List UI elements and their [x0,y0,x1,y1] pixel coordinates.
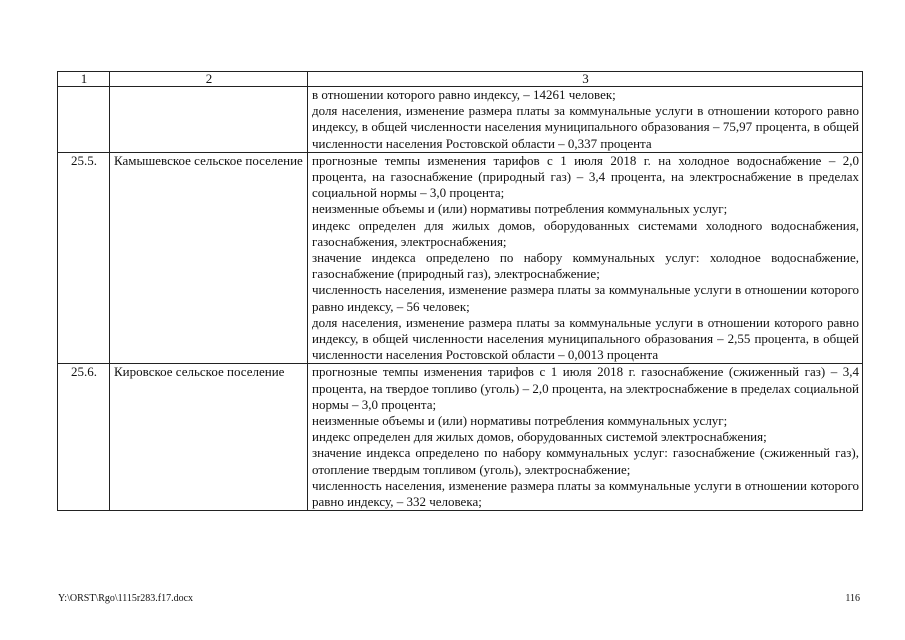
paragraph: прогнозные темпы изменения тарифов с 1 июля 2018 г. газоснабжение (сжиженный газ) – 3,4 процента, на твердое топливо (уголь) – 2,0 процента, на электроснабжение в пределах социальной нормы – 3,0 процента; [312,364,859,412]
paragraph: в отношении которого равно индексу, – 14261 человек; [312,87,616,102]
paragraph: индекс определен для жилых домов, оборудованных системами холодного водоснабжения, газоснабжения, электроснабжения; [312,217,859,249]
footer-file-path: Y:\ORST\Rgo\1115r283.f17.docx [58,593,194,604]
row-number: 25.5. [58,152,110,364]
header-col-2: 2 [110,72,308,87]
table-row [58,87,863,153]
paragraph: неизменные объемы и (или) нормативы потребления коммунальных услуг; [312,201,728,217]
municipality-name [110,87,308,153]
paragraph: доля населения, изменение размера платы за коммунальные услуги в отношении которого равно индексу, в общей численности населения муниципального образования – 2,55 процента, в общей численности населения Ростовской области – 0,0013 процента [312,314,859,363]
paragraph: значение индекса определено по набору коммунальных услуг: холодное водоснабжение, газоснабжение (природный газ), электроснабжение; [312,250,859,282]
paragraph: значение индекса определено по набору коммунальных услуг: газоснабжение (сжиженный газ), отопление твердым топливом (уголь), электроснабжение; [312,445,859,477]
paragraph: численность населения, изменение размера платы за коммунальные услуги в отношении которого равно индексу, – 56 человек; [312,282,859,314]
table-header-row [58,72,863,87]
paragraph: численность населения, изменение размера платы за коммунальные услуги в отношении которого равно индексу, – 332 человека; [312,477,859,510]
row-number [58,87,110,153]
row-description [308,364,863,511]
header-col-1: 1 [58,72,110,87]
footer-page-number: 116 [845,593,860,604]
header-col-3: 3 [308,72,863,87]
paragraph: прогнозные темпы изменения тарифов с 1 июля 2018 г. на холодное водоснабжение – 2,0 процента, на газоснабжение (природный газ) – 3,4 процента, на электроснабжение в пределах социальной нормы – 3,0 процента; [312,152,859,201]
table-row [58,364,863,511]
tariff-index-table [57,71,863,511]
row-description [308,152,863,364]
row-description [308,87,863,153]
table-row [58,152,863,364]
municipality-name: Камышевское сельское поселение [110,152,308,364]
paragraph: индекс определен для жилых домов, оборудованных системой электроснабжения; [312,429,767,445]
municipality-name: Кировское сельское поселение [110,364,308,511]
row-number: 25.6. [58,364,110,511]
paragraph: доля населения, изменение размера платы за коммунальные услуги в отношении которого равно индексу, в общей численности населения муниципального образования – 75,97 процента, в общей численности населения Ростовской области – 0,337 процента [312,103,859,151]
paragraph: неизменные объемы и (или) нормативы потребления коммунальных услуг; [312,413,728,429]
